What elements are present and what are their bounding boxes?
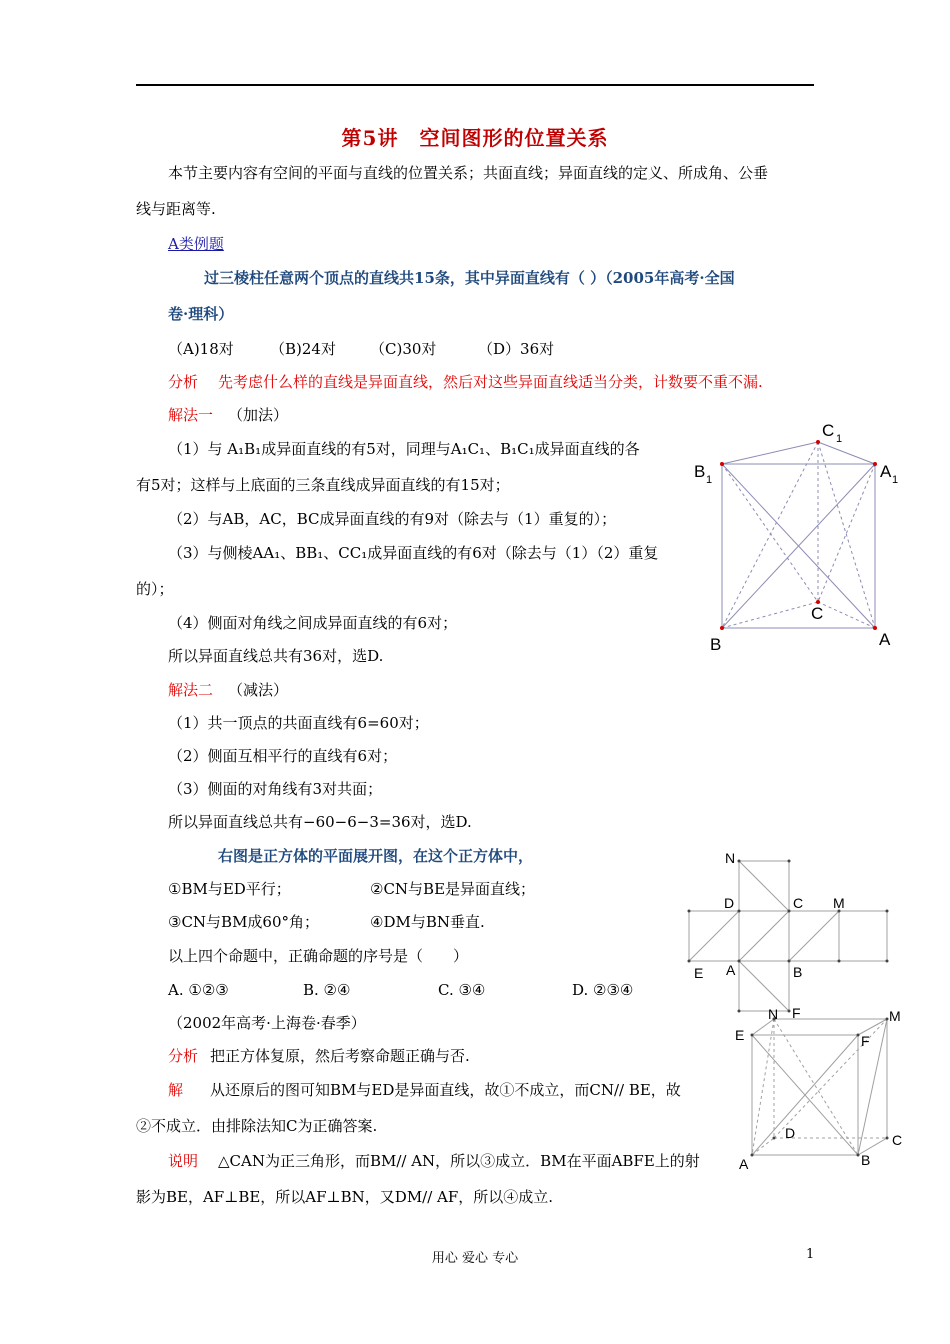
ex2-option-c: C. ③④ (438, 981, 486, 999)
ex1-method2-label: 解法二 (168, 681, 214, 699)
ex1-question-line-2: 卷·理科） (168, 305, 234, 323)
ex2-note-line-1: △CAN为正三角形，而BM// AN，所以③成立．BM在平面ABFE上的射 (218, 1152, 700, 1170)
ex2-ask: 以上四个命题中，正确命题的序号是（ ） (168, 947, 469, 965)
ex2-solution-line-2: ②不成立．由排除法知C为正确答案. (136, 1117, 378, 1135)
ex1-m2-line-1: （1）共一顶点的共面直线有6=60对； (168, 714, 429, 732)
ex2-proposition-2: ②CN与BE是异面直线； (370, 880, 536, 898)
label-c1-sub: 1 (836, 433, 843, 445)
ex2-question: 右图是正方体的平面展开图，在这个正方体中， (218, 847, 534, 865)
label-c1: C (822, 421, 835, 440)
cube-label-m: M (889, 1008, 901, 1024)
ex1-m1-line-3: （2）与AB，AC，BC成异面直线的有9对（除去与（1）重复的）； (168, 510, 617, 528)
label-a: A (879, 630, 891, 649)
cube-label-n: N (768, 1006, 779, 1022)
label-a1: A (880, 462, 892, 481)
net-label-n: N (725, 850, 736, 866)
net-label-c: C (793, 895, 804, 911)
ex1-m1-line-6: （4）侧面对角线之间成异面直线的有6对； (168, 614, 458, 632)
cube-label-d: D (785, 1125, 796, 1141)
ex2-proposition-3: ③CN与BM成60°角； (168, 913, 320, 931)
label-b1-sub: 1 (706, 474, 713, 486)
ex1-option-d: （D）36对 (478, 340, 555, 358)
ex2-solution-label: 解 (168, 1081, 184, 1099)
prism-figure (690, 420, 910, 660)
net-label-e: E (694, 965, 704, 981)
section-a-link[interactable]: A类例题 (168, 235, 224, 253)
cube-label-a: A (739, 1156, 749, 1172)
ex2-note-line-2: 影为BE，AF⊥BE，所以AF⊥BN，又DM// AF，所以④成立. (136, 1188, 554, 1206)
ex1-m1-line-5: 的）； (136, 580, 174, 598)
ex2-option-b: B. ②④ (303, 981, 351, 999)
label-b: B (710, 635, 722, 654)
ex1-analysis-label: 分析 (168, 373, 199, 391)
page-title: 第5讲 空间图形的位置关系 (341, 126, 609, 150)
ex1-m1-line-2: 有5对；这样与上底面的三条直线成异面直线的有15对； (136, 476, 510, 494)
cube-label-e: E (735, 1027, 745, 1043)
ex2-option-d: D. ②③④ (572, 981, 634, 999)
ex2-note-label: 说明 (168, 1152, 199, 1170)
ex1-option-a: （A)18对 (168, 340, 234, 358)
ex1-m2-line-4: 所以异面直线总共有−60−6−3=36对，选D. (168, 813, 472, 831)
ex1-m1-line-1: （1）与 A₁B₁成异面直线的有5对，同理与A₁C₁、B₁C₁成异面直线的各 (168, 440, 640, 458)
intro-line-2: 线与距离等. (136, 200, 216, 218)
ex1-question-line-1: 过三棱柱任意两个顶点的直线共15条，其中异面直线有（ ）（2005年高考·全国 (204, 269, 735, 287)
cube-figure (730, 1005, 920, 1180)
label-c: C (811, 604, 824, 623)
net-label-d: D (724, 895, 735, 911)
ex1-m1-line-4: （3）与侧棱AA₁、BB₁、CC₁成异面直线的有6对（除去与（1）（2）重复 (168, 544, 659, 562)
ex2-analysis-label: 分析 (168, 1047, 199, 1065)
page-footer: 用心 爱心 专心 (431, 1251, 519, 1266)
ex1-m2-line-3: （3）侧面的对角线有3对共面； (168, 780, 383, 798)
net-label-a: A (726, 962, 736, 978)
ex1-option-c: （C)30对 (370, 340, 437, 358)
ex1-analysis: 先考虑什么样的直线是异面直线，然后对这些异面直线适当分类，计数要不重不漏. (218, 373, 763, 391)
header-rule (136, 84, 814, 86)
ex1-m1-line-7: 所以异面直线总共有36对，选D. (168, 647, 384, 665)
intro-line-1: 本节主要内容有空间的平面与直线的位置关系；共面直线；异面直线的定义、所成角、公垂 (168, 164, 769, 182)
ex1-method2-note: （减法） (228, 681, 289, 699)
cube-label-f: F (861, 1033, 870, 1049)
ex1-m2-line-2: （2）侧面互相平行的直线有6对； (168, 747, 398, 765)
ex2-solution-line-1: 从还原后的图可知BM与ED是异面直线，故①不成立，而CN// BE，故 (210, 1081, 681, 1099)
ex2-analysis: 把正方体复原，然后考察命题正确与否. (210, 1047, 470, 1065)
net-label-b: B (793, 964, 803, 980)
cube-label-b: B (861, 1152, 871, 1168)
ex1-option-b: （B)24对 (270, 340, 336, 358)
cube-label-f-top: F (792, 1005, 801, 1021)
net-label-m: M (833, 895, 845, 911)
ex2-proposition-4: ④DM与BN垂直. (370, 913, 485, 931)
ex2-source: （2002年高考·上海卷·春季） (168, 1014, 366, 1032)
page-number: 1 (806, 1247, 815, 1262)
ex2-option-a: A. ①②③ (168, 981, 229, 999)
ex1-method1-note: （加法） (228, 406, 289, 424)
label-a1-sub: 1 (892, 474, 899, 486)
label-b1: B (694, 462, 706, 481)
ex1-method1-label: 解法一 (168, 406, 214, 424)
ex2-proposition-1: ①BM与ED平行； (168, 880, 291, 898)
cube-label-c: C (892, 1132, 903, 1148)
cube-net-figure (680, 845, 900, 1020)
